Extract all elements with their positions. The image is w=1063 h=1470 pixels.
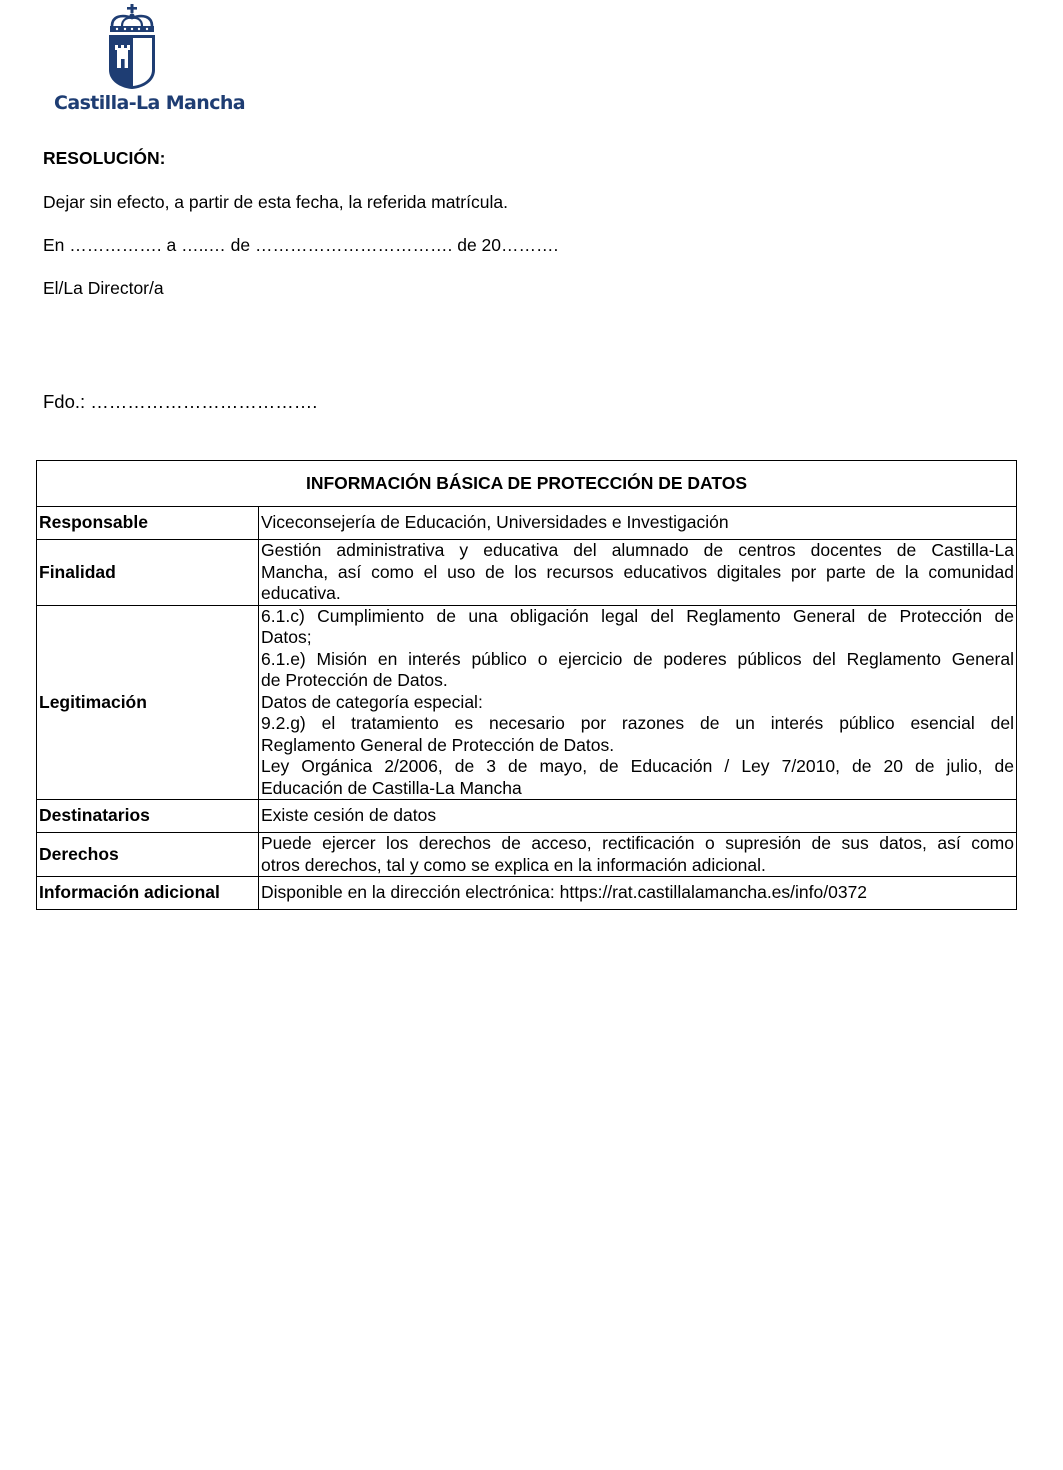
logo-text: Castilla-La Mancha bbox=[54, 92, 246, 114]
logo bbox=[50, 4, 246, 116]
table-row bbox=[37, 800, 1017, 833]
table-row bbox=[37, 605, 1017, 800]
value-line: de Protección de Datos. bbox=[261, 670, 448, 690]
row-label-legitimacion: Legitimación bbox=[37, 605, 259, 800]
row-value-informacion-adicional bbox=[259, 877, 1017, 910]
value-line: Reglamento General de Protección de Datos. bbox=[261, 734, 615, 755]
table-row bbox=[37, 833, 1017, 877]
resolution-text: Dejar sin efecto, a partir de esta fecha, la referida matrícula. bbox=[43, 192, 508, 212]
row-value-responsable bbox=[259, 507, 1017, 540]
value-line: Disponible en la dirección electrónica: https://rat.castillalamancha.es/info/0372 bbox=[261, 882, 868, 903]
date-line: En ……………. a …..… de ……………………………. de 20………. bbox=[43, 235, 559, 255]
row-label-destinatarios: Destinatarios bbox=[37, 800, 259, 833]
row-label-responsable: Responsable bbox=[37, 507, 259, 540]
resolution-heading: RESOLUCIÓN: bbox=[43, 148, 166, 168]
signer-role: El/La Director/a bbox=[43, 278, 164, 298]
table-row bbox=[37, 540, 1017, 606]
value-line: otros derechos, tal y como se explica en la información adicional. bbox=[261, 854, 766, 875]
table-row bbox=[37, 507, 1017, 540]
value-line: 6.1.e) Misión en interés público o ejercicio de poderes públicos del Reglamento General bbox=[261, 648, 1014, 669]
value-line: educativa. bbox=[261, 583, 341, 603]
value-line: Datos; bbox=[261, 627, 312, 647]
table-row bbox=[37, 877, 1017, 910]
row-label-informacion-adicional: Información adicional bbox=[37, 877, 259, 910]
coat-of-arms-icon bbox=[106, 4, 158, 90]
value-line: Existe cesión de datos bbox=[261, 805, 437, 826]
row-label-derechos: Derechos bbox=[37, 833, 259, 877]
value-line: Mancha, así como el uso de los recursos educativos digitales por parte de la comunidad bbox=[261, 561, 1014, 582]
value-line: 6.1.c) Cumplimiento de una obligación legal del Reglamento General de Protección de bbox=[261, 605, 1014, 626]
value-line: Gestión administrativa y educativa del alumnado de centros docentes de Castilla-La bbox=[261, 540, 1014, 560]
signature-line: Fdo.: ………………………………. bbox=[43, 391, 318, 412]
data-protection-table bbox=[36, 460, 1017, 910]
value-line: Viceconsejería de Educación, Universidades e Investigación bbox=[261, 512, 729, 533]
row-value-legitimacion bbox=[259, 605, 1017, 800]
value-line: 9.2.g) el tratamiento es necesario por razones de un interés público esencial del bbox=[261, 713, 1014, 733]
data-protection-title: INFORMACIÓN BÁSICA DE PROTECCIÓN DE DATOS bbox=[37, 461, 1017, 507]
row-value-derechos bbox=[259, 833, 1017, 877]
value-line: Datos de categoría especial: bbox=[261, 691, 483, 712]
value-line: Ley Orgánica 2/2006, de 3 de mayo, de Educación / Ley 7/2010, de 20 de julio, de bbox=[261, 756, 1014, 776]
value-line: Puede ejercer los derechos de acceso, rectificación o supresión de sus datos, así como bbox=[261, 833, 1014, 853]
row-label-finalidad: Finalidad bbox=[37, 540, 259, 606]
row-value-destinatarios bbox=[259, 800, 1017, 833]
value-line: Educación de Castilla-La Mancha bbox=[261, 777, 522, 798]
row-value-finalidad bbox=[259, 540, 1017, 606]
